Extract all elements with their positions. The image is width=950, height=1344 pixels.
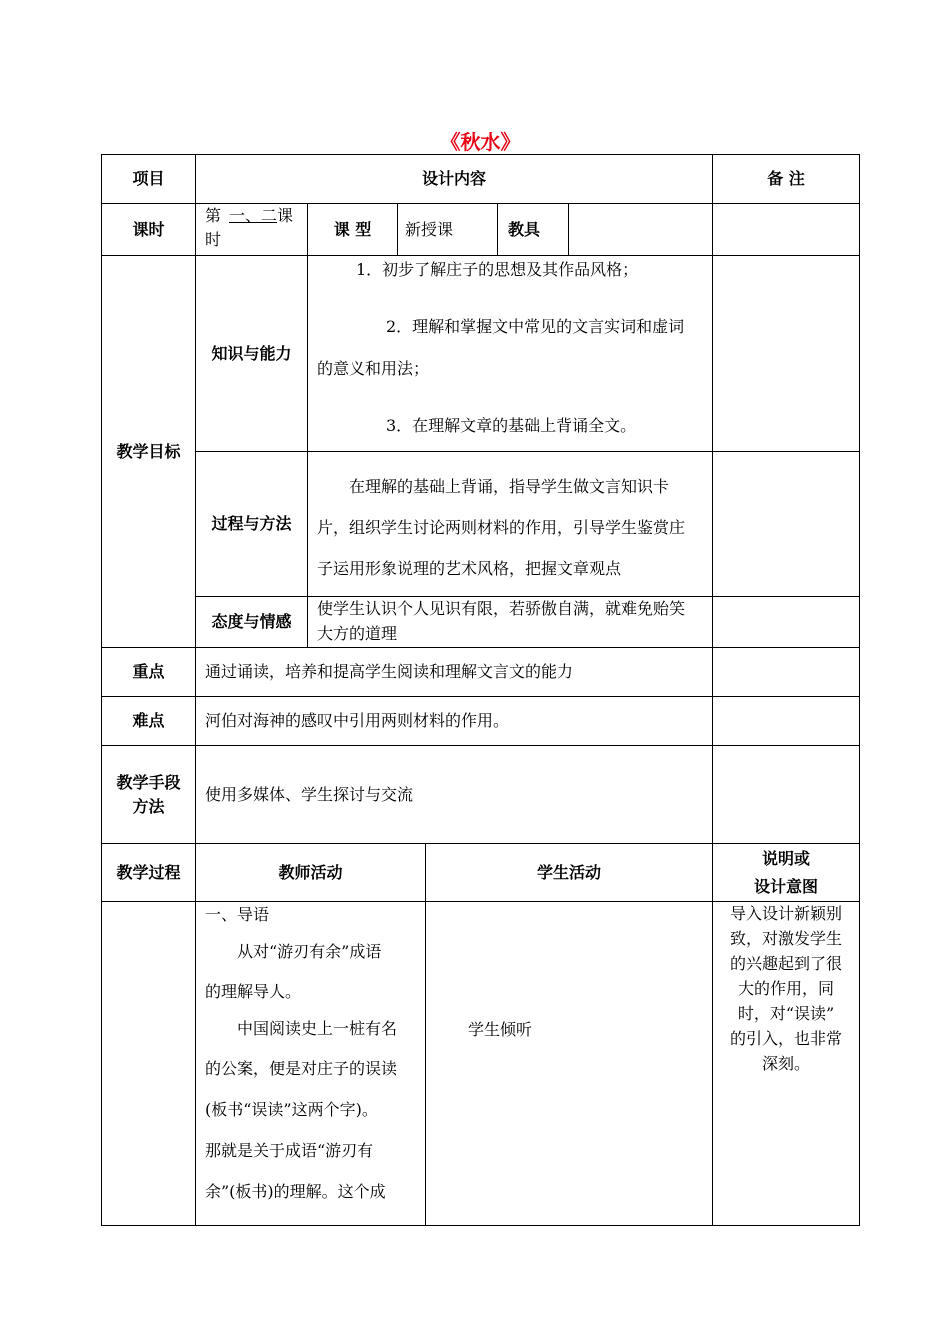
tools-label: 教具 [508, 219, 541, 239]
type-value-cell [397, 203, 498, 256]
knowledge-line-3: 的意义和用法； [317, 359, 430, 378]
teacher-header: 教师活动 [278, 862, 343, 882]
methods-content-cell [195, 745, 713, 844]
process-section-label-cell [101, 843, 196, 902]
process-label: 过程与方法 [211, 514, 292, 533]
lesson-value-line-1 [205, 205, 293, 227]
methods-label-line-2: 方法 [132, 796, 165, 816]
difficulty-label-cell [101, 696, 196, 746]
attitude-remark-cell [712, 596, 860, 648]
difficulty-content-cell [195, 696, 713, 746]
key-point-content-cell [195, 647, 713, 697]
knowledge-label: 知识与能力 [211, 343, 292, 363]
note-line-1: 导入设计新颖别 [729, 904, 842, 923]
methods-remark-cell [712, 745, 860, 844]
process-line-2: 片，组织学生讨论两则材料的作用，引导学生鉴赏庄 [317, 518, 686, 537]
tools-value-cell [568, 203, 713, 256]
student-activity-cell [425, 901, 713, 1226]
note-line-6: 的引入，也非常 [729, 1029, 842, 1048]
key-point-remark-cell [712, 647, 860, 697]
teacher-line-3: 的理解导人。 [205, 982, 302, 1001]
type-label-cell [307, 203, 398, 256]
key-point-label: 重点 [132, 662, 165, 681]
process-line-1: 在理解的基础上背诵，指导学生做文言知识卡 [349, 477, 670, 496]
knowledge-line-1: 1．初步了解庄子的思想及其作品风格； [356, 260, 639, 279]
note-line-5: 时，对“误读” [737, 1004, 835, 1023]
attitude-line-1: 使学生认识个人见识有限，若骄傲自满，就难免贻笑 [317, 599, 686, 618]
schedule-label-cell [101, 203, 196, 256]
header-item: 项目 [132, 169, 165, 188]
lesson-suffix-line-2: 时 [205, 230, 222, 249]
note-header [754, 845, 818, 901]
note-line-7: 深刻。 [761, 1054, 810, 1073]
difficulty-remark-cell [712, 696, 860, 746]
key-point-label-cell [101, 647, 196, 697]
key-point-content: 通过诵读，培养和提高学生阅读和理解文言文的能力 [205, 662, 574, 681]
teacher-line-4: 中国阅读史上一桩有名 [237, 1019, 398, 1038]
goals-label: 教学目标 [116, 441, 181, 461]
methods-label-line-1: 教学手段 [116, 772, 181, 792]
attitude-line-2: 大方的道理 [317, 624, 398, 643]
document-title: 《秋水》 [440, 130, 521, 154]
note-header-cell [712, 843, 860, 902]
process-label-cell [195, 451, 308, 597]
difficulty-label: 难点 [132, 711, 165, 730]
methods-content: 使用多媒体、学生探讨与交流 [205, 784, 414, 804]
lesson-suffix-line-1: 课 [277, 206, 294, 225]
attitude-label-cell [195, 596, 308, 648]
note-line-3: 的兴趣起到了很 [729, 954, 842, 973]
knowledge-line-4: 3．在理解文章的基础上背诵全文。 [386, 416, 637, 435]
header-design: 设计内容 [421, 169, 486, 188]
type-label: 课 型 [333, 219, 372, 239]
note-line-2: 致，对激发学生 [729, 929, 842, 948]
schedule-label: 课时 [132, 219, 165, 239]
process-section-label: 教学过程 [116, 862, 181, 882]
type-value: 新授课 [405, 219, 454, 239]
header-design-cell [195, 154, 713, 204]
teacher-line-5: 的公案，便是对庄子的误读 [205, 1059, 398, 1078]
header-remark: 备 注 [767, 169, 805, 188]
lesson-numbers: 一、二 [229, 206, 278, 225]
difficulty-content: 河伯对海神的感叹中引用两则材料的作用。 [205, 711, 510, 730]
teacher-line-8: 余”(板书)的理解。这个成 [205, 1182, 386, 1201]
knowledge-line-2: 2．理解和掌握文中常见的文言实词和虚词 [386, 317, 685, 336]
note-header-line-1: 说明或 [761, 848, 810, 868]
process-line-3: 子运用形象说理的艺术风格，把握文章观点 [317, 559, 622, 578]
note-header-line-2: 设计意图 [753, 876, 818, 896]
knowledge-remark-cell [712, 255, 860, 452]
process-remark-cell [712, 451, 860, 597]
teacher-line-2: 从对“游刃有余”成语 [237, 942, 382, 961]
goals-label-cell [101, 255, 196, 648]
attitude-label: 态度与情感 [211, 612, 292, 631]
student-header: 学生活动 [536, 862, 601, 882]
student-activity-text: 学生倾听 [468, 1020, 533, 1039]
teacher-line-7: 那就是关于成语“游刃有 [205, 1141, 374, 1160]
teacher-line-1: 一、导语 [205, 905, 270, 924]
header-item-cell [101, 154, 196, 204]
student-header-cell [425, 843, 713, 902]
lesson-prefix: 第 [205, 206, 222, 225]
methods-label [116, 771, 180, 819]
teacher-line-6: (板书“误读”这两个字)。 [205, 1100, 378, 1119]
knowledge-label-cell [195, 255, 308, 452]
teacher-header-cell [195, 843, 426, 902]
tools-label-cell [497, 203, 569, 256]
process-body-blank-cell [101, 901, 196, 1226]
header-remark-cell [712, 154, 860, 204]
note-line-4: 大的作用，同 [737, 979, 834, 998]
methods-label-cell [101, 745, 196, 844]
schedule-remark-cell [712, 203, 860, 256]
